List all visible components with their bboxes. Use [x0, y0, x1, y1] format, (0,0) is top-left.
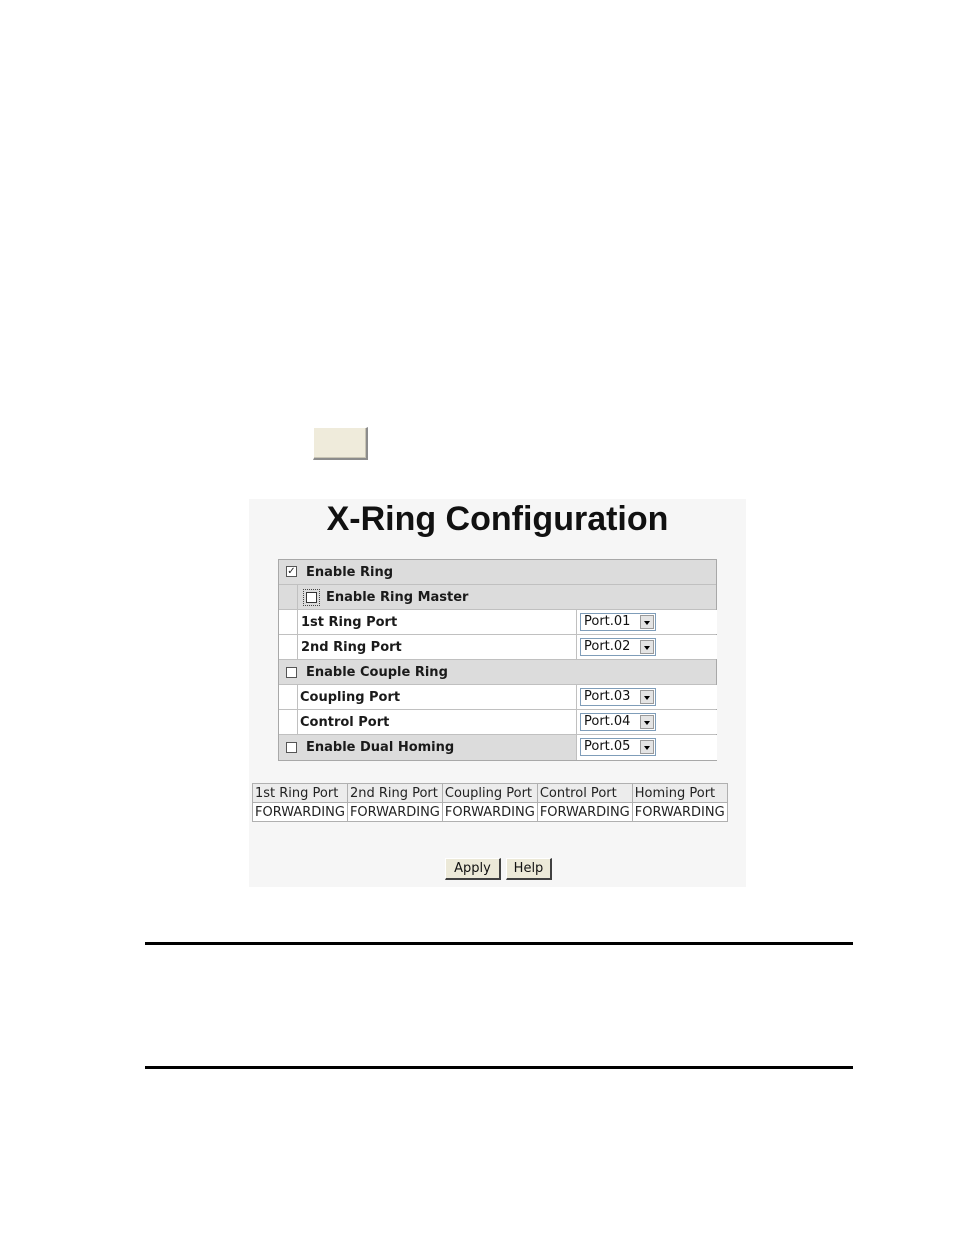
first-ring-port-label: 1st Ring Port — [301, 615, 398, 630]
blank-button[interactable] — [313, 427, 368, 460]
help-button[interactable]: Help — [506, 858, 552, 880]
page-title: X-Ring Configuration — [326, 500, 669, 538]
homing-port-select[interactable] — [580, 738, 656, 756]
control-port-value: Port.04 — [584, 714, 631, 729]
first-ring-port-select[interactable] — [580, 613, 656, 631]
enable-ring-checkbox[interactable]: ✓ — [287, 566, 296, 577]
chevron-down-icon[interactable] — [640, 615, 654, 629]
chevron-down-icon[interactable] — [640, 740, 654, 754]
enable-dual-homing-label: Enable Dual Homing — [306, 740, 455, 755]
row-enable-couple-ring — [279, 660, 716, 685]
status-value: FORWARDING — [253, 803, 348, 822]
status-header: 1st Ring Port — [253, 784, 348, 803]
enable-ring-master-label: Enable Ring Master — [326, 590, 469, 605]
coupling-port-value: Port.03 — [584, 689, 631, 704]
coupling-port-select[interactable] — [580, 688, 656, 706]
enable-couple-ring-checkbox[interactable] — [286, 667, 297, 678]
row-enable-ring-master — [279, 585, 716, 610]
status-header: Coupling Port — [442, 784, 537, 803]
second-ring-port-label: 2nd Ring Port — [301, 640, 402, 655]
x-ring-panel — [249, 499, 746, 887]
chevron-down-icon[interactable] — [640, 690, 654, 704]
enable-ring-master-checkbox[interactable] — [306, 592, 317, 603]
row-first-ring-port — [279, 610, 716, 635]
chevron-down-icon[interactable] — [640, 640, 654, 654]
status-value: FORWARDING — [537, 803, 632, 822]
port-status-table — [252, 783, 728, 822]
status-value-row — [253, 803, 728, 822]
homing-port-value: Port.05 — [584, 739, 631, 754]
status-value: FORWARDING — [347, 803, 442, 822]
control-port-select[interactable] — [580, 713, 656, 731]
enable-ring-label: Enable Ring — [306, 565, 394, 580]
status-header: Homing Port — [632, 784, 727, 803]
row-second-ring-port — [279, 635, 716, 660]
status-header: Control Port — [537, 784, 632, 803]
row-control-port — [279, 710, 716, 735]
row-enable-dual-homing — [279, 735, 716, 760]
first-ring-port-value: Port.01 — [584, 614, 631, 629]
apply-button[interactable]: Apply — [445, 858, 501, 880]
second-ring-port-select[interactable] — [580, 638, 656, 656]
divider-top — [145, 942, 853, 945]
row-enable-ring — [279, 560, 716, 585]
status-header-row — [253, 784, 728, 803]
control-port-label: Control Port — [300, 715, 390, 730]
chevron-down-icon[interactable] — [640, 715, 654, 729]
status-value: FORWARDING — [442, 803, 537, 822]
status-header: 2nd Ring Port — [347, 784, 442, 803]
enable-couple-ring-label: Enable Couple Ring — [306, 665, 448, 680]
divider-bottom — [145, 1066, 853, 1069]
row-coupling-port — [279, 685, 716, 710]
coupling-port-label: Coupling Port — [300, 690, 401, 705]
enable-dual-homing-checkbox[interactable] — [286, 742, 297, 753]
config-table — [278, 559, 717, 761]
second-ring-port-value: Port.02 — [584, 639, 631, 654]
status-value: FORWARDING — [632, 803, 727, 822]
